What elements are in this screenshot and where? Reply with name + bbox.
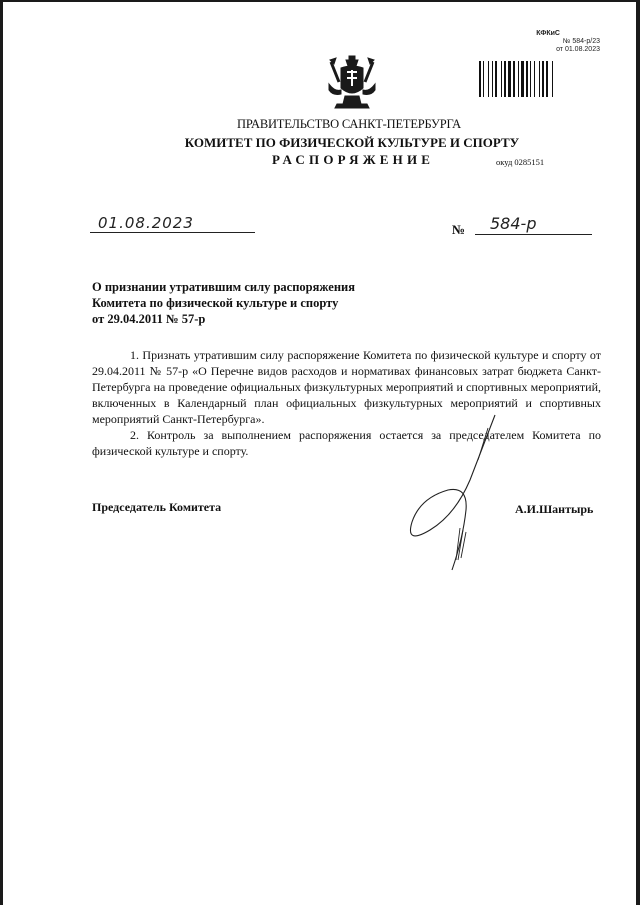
number-underline xyxy=(475,234,592,235)
document-number: 584-р xyxy=(490,214,537,233)
document-body xyxy=(92,347,601,459)
subject-line-3: от 29.04.2011 № 57-р xyxy=(92,312,206,326)
document-date: 01.08.2023 xyxy=(98,214,194,232)
paragraph-1: 1. Признать утратившим силу распоряжение Комитета по физической культуре и спорту от 29.04.2011 № 57-р «О Перечне видов расходов и нормативах финансовых затрат бюджета Санкт-Петербурга на проведение официальных физкультурных мероприятий и спортивных мероприятий, включенных в Календарный план официальных физкультурных мероприятий и спортивных мероприятий Санкт-Петербурга». xyxy=(92,348,601,426)
stamp-line-date: от 01.08.2023 xyxy=(556,46,600,53)
committee-header: КОМИТЕТ ПО ФИЗИЧЕСКОЙ КУЛЬТУРЕ И СПОРТУ xyxy=(184,135,520,150)
document-subject xyxy=(92,279,392,327)
signatory-name: А.И.Шантырь xyxy=(515,502,594,516)
date-underline xyxy=(90,232,255,233)
registration-stamp xyxy=(470,30,600,54)
coat-of-arms-icon xyxy=(327,54,377,109)
stamp-line-org: КФКиС xyxy=(536,30,560,37)
paragraph-2: 2. Контроль за выполнением распоряжения остается за председателем Комитета по физической культуре и спорту. xyxy=(92,428,601,458)
subject-line-1: О признании утратившим силу распоряжения xyxy=(92,280,355,294)
stamp-line-number: № 584-р/23 xyxy=(562,38,600,45)
subject-line-2: Комитета по физической культуре и спорту xyxy=(92,296,339,310)
number-label: № xyxy=(452,222,466,237)
scan-border-top xyxy=(0,0,640,2)
handwritten-signature xyxy=(400,410,510,575)
government-header: ПРАВИТЕЛЬСТВО САНКТ-ПЕТЕРБУРГА xyxy=(237,117,461,131)
okud-code: окуд 0285151 xyxy=(496,157,545,167)
document-type: РАСПОРЯЖЕНИЕ xyxy=(272,152,435,167)
barcode-icon xyxy=(479,61,589,97)
signatory-title: Председатель Комитета xyxy=(92,500,222,514)
